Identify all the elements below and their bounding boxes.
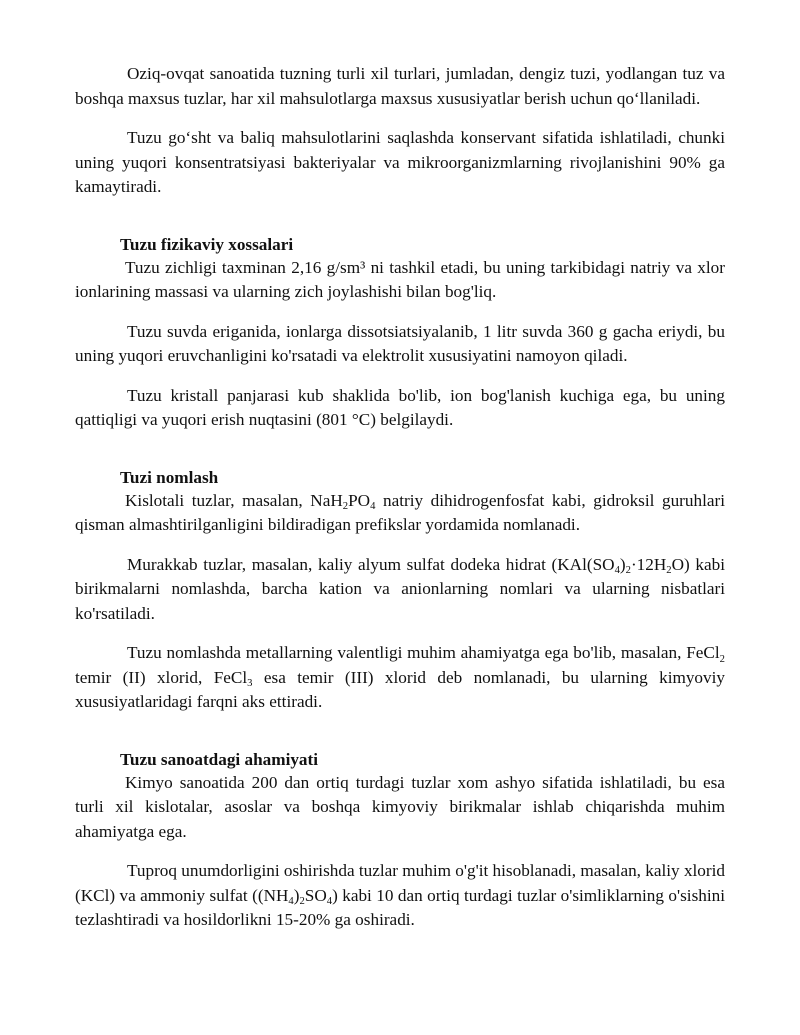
section-heading-industrial-importance: Tuzu sanoatdagi ahamiyati	[120, 749, 319, 769]
intro-paragraph-1: Oziq-ovqat sanoatida tuzning turli xil turlari, jumladan, dengiz tuzi, yodlangan tuz va boshqa maxsus tuzlar, har xil mahsulotlarga maxsus xususiyatlar berish uchun qo‘llaniladi.	[75, 64, 725, 108]
physical-properties-paragraph-1: Tuzu zichligi taxminan 2,16 g/sm³ ni tashkil etadi, bu uning tarkibidagi natriy va xlor ionlarining massasi va ularning zich joylashishi bilan bog'liq.	[75, 257, 725, 301]
section-heading-physical-properties: Tuzu fizikaviy xossalari	[120, 234, 294, 254]
document-page	[75, 62, 725, 948]
physical-properties-paragraph-3: Tuzu kristall panjarasi kub shaklida bo'lib, ion bog'lanish kuchiga ega, bu uning qattiqligi va yuqori erish nuqtasini (801 °C) belgilaydi.	[75, 385, 725, 429]
industrial-importance-paragraph-2: Tuproq unumdorligini oshirishda tuzlar muhim o'g'it hisoblanadi, masalan, kaliy xlorid (KCl) va ammoniy sulfat $((NH_4)_2SO_4)$ kabi 10 dan ortiq turdagi tuzlar o'simliklarning o'sishini tezlashtiradi va hosildorlikni 15-20% ga oshiradi.	[75, 861, 725, 929]
naming-paragraph-2: Murakkab tuzlar, masalan, kaliy alyum sulfat dodeka hidrat $(KAl(SO_4)_2\cdot 12H_2O)$ kabi birikmalarni nomlashda, barcha kation va anionlarning nomlari va ularning nisbatlari ko'rsatiladi.	[75, 554, 726, 623]
physical-properties-paragraph-2: Tuzu suvda eriganida, ionlarga dissotsiatsiyalanib, 1 litr suvda 360 g gacha eriydi, bu uning yuqori eruvchanligini ko'rsatadi va elektrolit xususiyatini namoyon qiladi.	[75, 321, 725, 365]
naming-paragraph-1: Kislotali tuzlar, masalan, $NaH_2PO_4$ natriy dihidrogenfosfat kabi, gidroksil guruhlari qisman almashtirilganligini bildiradigan prefikslar yordamida nomlanadi.	[75, 490, 725, 534]
section-heading-naming: Tuzi nomlash	[120, 467, 219, 487]
naming-paragraph-3: Tuzu nomlashda metallarning valentligi muhim ahamiyatga ega bo'lib, masalan, FeCl$_2$ temir (II) xlorid, FeCl$_3$ esa temir (III) xlorid deb nomlanadi, bu ularning kimyoviy xususiyatlaridagi farqni aks ettiradi.	[75, 643, 725, 711]
intro-paragraph-2: Tuzu go‘sht va baliq mahsulotlarini saqlashda konservant sifatida ishlatiladi, chunki uning yuqori konsentratsiyasi bakteriyalar va mikroorganizmlarning rivojlanishini 90% ga kamaytiradi.	[75, 128, 725, 196]
industrial-importance-paragraph-1: Kimyo sanoatida 200 dan ortiq turdagi tuzlar xom ashyo sifatida ishlatiladi, bu esa turli xil kislotalar, asoslar va boshqa kimyoviy birikmalar ishlab chiqarishda muhim ahamiyatga ega.	[75, 772, 725, 841]
